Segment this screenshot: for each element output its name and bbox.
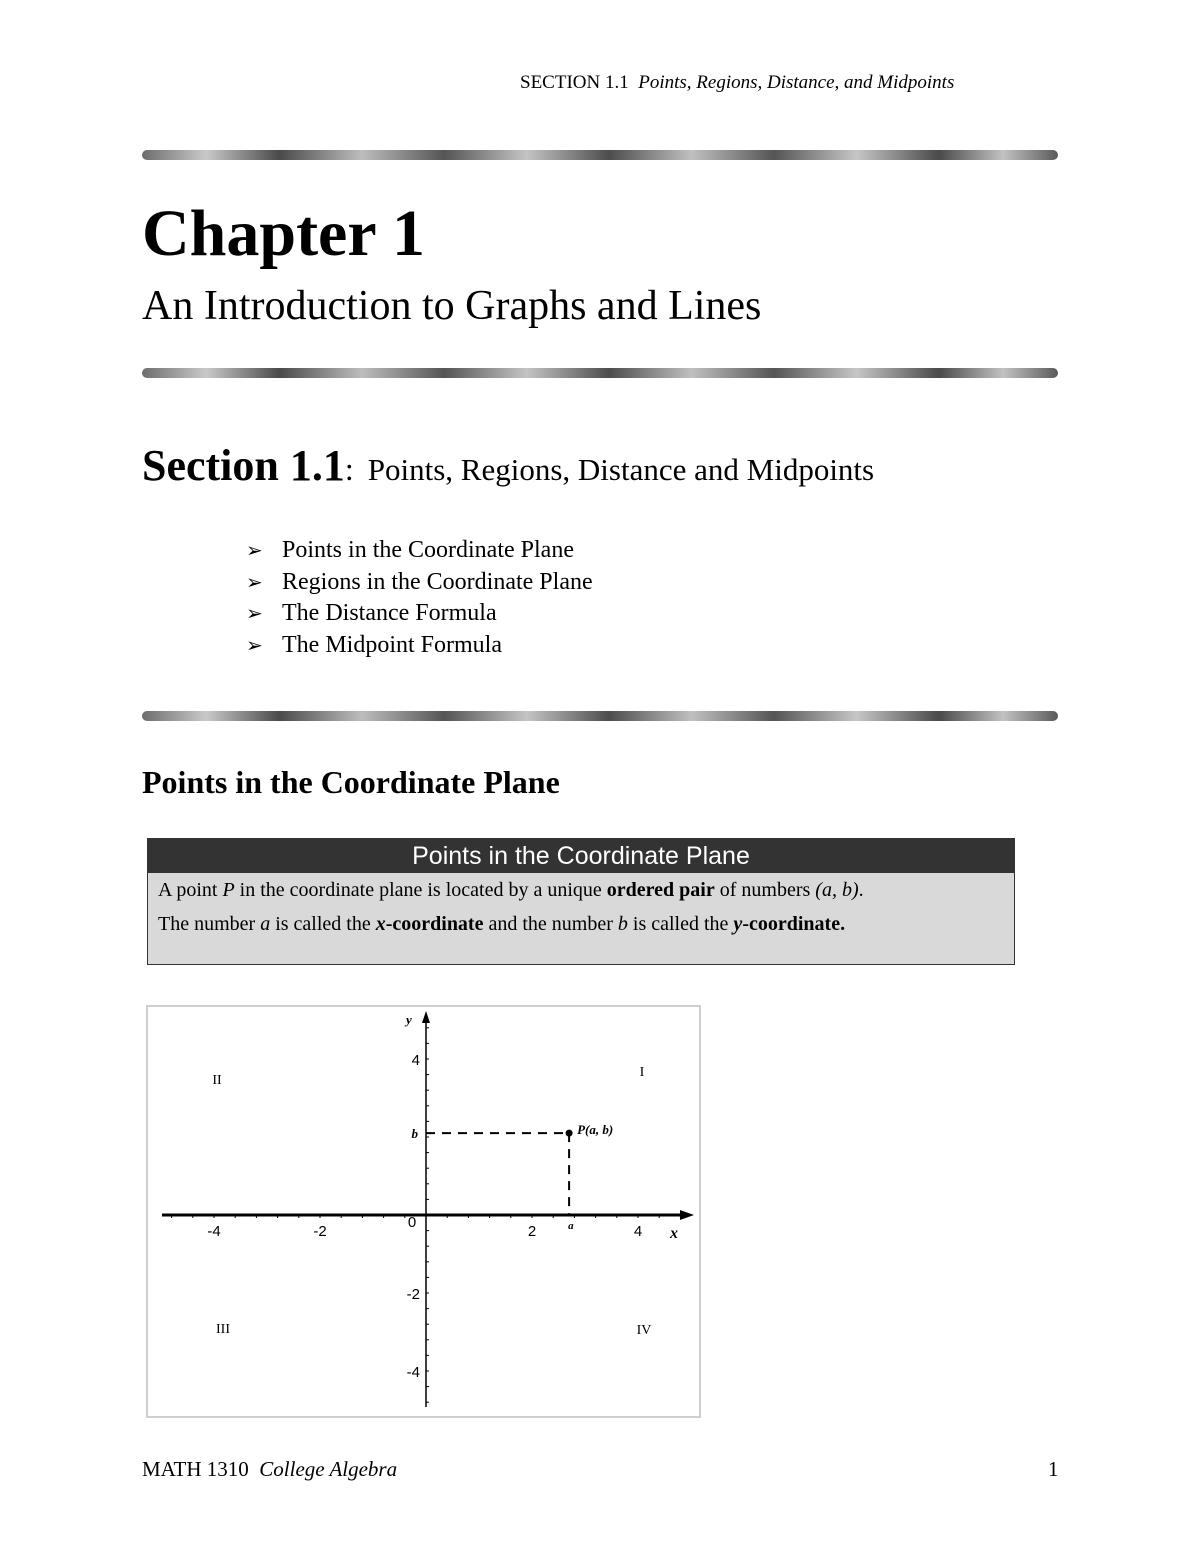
text: of numbers [714,879,816,901]
section-heading [142,440,874,491]
x-tick-label: 2 [527,1223,537,1240]
x-tick-label: -2 [313,1223,327,1240]
topic-label: The Distance Formula [282,600,497,626]
definition-line-2 [158,913,845,936]
term-ordered-pair: ordered pair [606,879,715,901]
course-number: MATH 1310 [142,1457,249,1481]
y-axis-label: y [406,1012,412,1027]
point-p [566,1130,573,1137]
divider-chapter [142,368,1058,378]
chapter-title: Chapter 1 [142,197,425,270]
text: and the number [483,913,618,935]
a-label: a [568,1220,574,1232]
section-colon: : [344,451,354,487]
topic-label: The Midpoint Formula [282,631,502,658]
ordered-pair-expr: (a, b) [815,879,859,901]
topic-item [246,536,593,568]
divider-top [142,150,1058,160]
definition-line-1 [158,879,864,902]
divider-section [142,711,1058,721]
var-p: P [222,879,235,901]
var-b: b [617,913,628,935]
quadrant-label-iv: IV [636,1323,652,1338]
running-header-section: SECTION 1.1 [520,72,629,93]
course-name: College Algebra [259,1457,398,1481]
definition-box [147,838,1015,965]
running-header [520,72,954,94]
quadrant-label-iii: III [216,1322,230,1337]
quadrant-label-i: I [639,1065,645,1080]
topic-item [246,631,593,663]
text: . [858,879,864,901]
x-axis-arrow-icon [680,1210,694,1220]
coordinate-plane-figure [146,1005,701,1418]
var-x: x [375,913,386,935]
topic-label: Regions in the Coordinate Plane [282,568,593,595]
b-label: b [411,1126,418,1142]
arrow-bullet-icon: ➢ [246,601,263,625]
quadrant-label-ii: II [212,1073,222,1088]
topic-label: Points in the Coordinate Plane [282,537,574,563]
topic-list [246,536,593,662]
arrow-bullet-icon: ➢ [246,569,263,594]
y-tick-label: -4 [406,1364,420,1381]
term-x-coordinate: -coordinate [385,913,484,935]
text: A point [158,879,223,901]
y-tick-label: 4 [411,1052,420,1069]
origin-label: 0 [407,1214,417,1231]
text: is called the [270,913,376,935]
x-tick-label: 4 [633,1223,643,1240]
topic-item [246,599,593,631]
text: in the coordinate plane is located by a unique [234,879,607,901]
var-y: y [733,913,743,935]
running-header-title: Points, Regions, Distance, and Midpoints [638,72,955,93]
section-title: Points, Regions, Distance and Midpoints [367,452,875,487]
y-axis-arrow-icon [422,1011,430,1023]
section-number: Section 1.1 [142,441,345,490]
arrow-bullet-icon: ➢ [246,632,263,657]
definition-title: Points in the Coordinate Plane [148,839,1014,873]
text: is called the [627,913,734,935]
page-number: 1 [1048,1457,1059,1481]
text: The number [158,913,261,935]
x-tick-label: -4 [207,1223,221,1240]
topic-item [246,568,593,600]
term-y-coordinate: -coordinate. [742,913,846,935]
point-p-label: P(a, b) [577,1122,614,1138]
subsection-title: Points in the Coordinate Plane [142,764,560,800]
var-a: a [260,913,271,935]
chapter-subtitle: An Introduction to Graphs and Lines [142,283,762,329]
x-axis-label: x [670,1225,678,1242]
footer-course [142,1457,397,1482]
y-tick-label: -2 [406,1286,420,1303]
arrow-bullet-icon: ➢ [246,538,263,562]
coordinate-plane-svg [148,1007,699,1416]
